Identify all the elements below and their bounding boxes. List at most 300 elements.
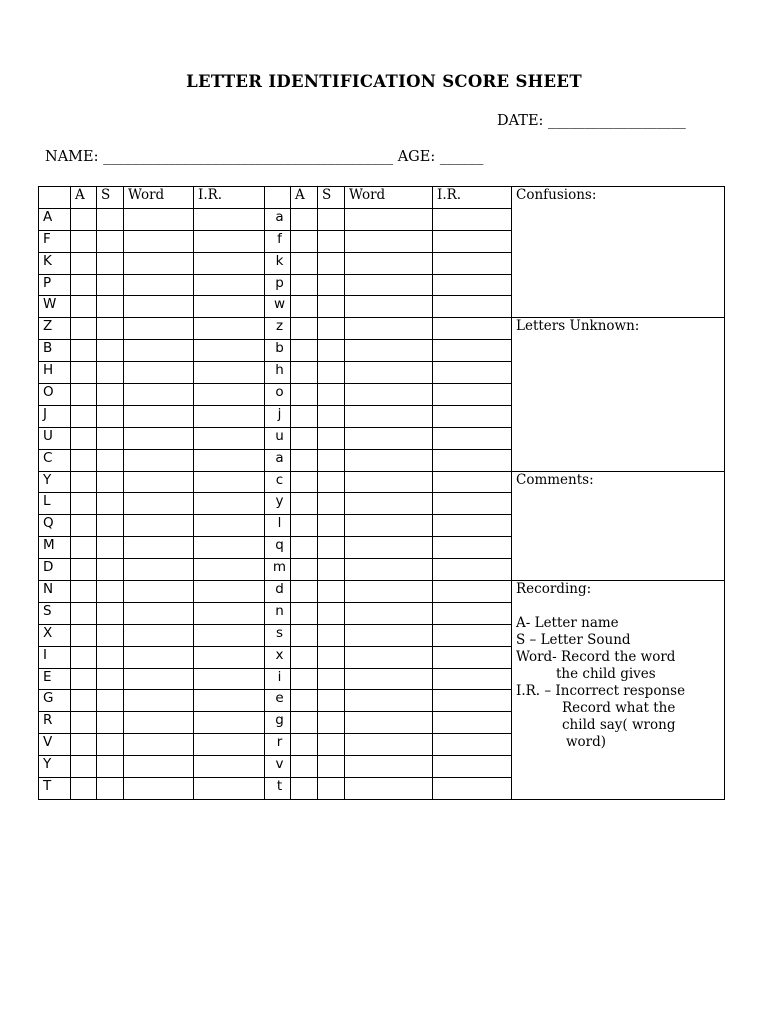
uppercase-letter: E <box>39 668 71 690</box>
score-cell[interactable] <box>124 778 194 800</box>
lowercase-letter: p <box>265 274 291 296</box>
score-cell[interactable] <box>433 778 512 800</box>
lowercase-letter: n <box>265 602 291 624</box>
spacer <box>516 598 724 615</box>
score-cell[interactable] <box>124 427 194 449</box>
score-cell[interactable] <box>124 252 194 274</box>
lowercase-letter: j <box>265 405 291 427</box>
score-cell[interactable] <box>345 318 433 340</box>
comments-box-label: Comments: <box>516 471 594 488</box>
score-cell[interactable] <box>97 384 124 406</box>
lowercase-letter: s <box>265 624 291 646</box>
score-cell[interactable] <box>433 646 512 668</box>
score-cell[interactable] <box>345 493 433 515</box>
score-cell[interactable] <box>124 384 194 406</box>
score-cell[interactable] <box>194 296 265 318</box>
score-cell[interactable] <box>318 274 345 296</box>
uppercase-letter: B <box>39 340 71 362</box>
score-cell[interactable] <box>97 668 124 690</box>
score-cell[interactable] <box>345 405 433 427</box>
recording-line: Word- Record the word <box>516 649 676 666</box>
score-cell[interactable] <box>291 449 318 471</box>
lowercase-letter: t <box>265 778 291 800</box>
score-cell[interactable] <box>318 602 345 624</box>
score-cell[interactable] <box>433 668 512 690</box>
score-cell[interactable] <box>318 559 345 581</box>
score-cell[interactable] <box>318 734 345 756</box>
score-cell[interactable] <box>291 340 318 362</box>
score-table <box>38 186 725 800</box>
score-cell[interactable] <box>433 230 512 252</box>
uppercase-letter: Y <box>39 756 71 778</box>
lowercase-letter: f <box>265 230 291 252</box>
score-cell[interactable] <box>345 712 433 734</box>
score-cell[interactable] <box>71 471 97 493</box>
score-cell[interactable] <box>345 602 433 624</box>
score-cell[interactable] <box>291 515 318 537</box>
score-cell[interactable] <box>124 537 194 559</box>
score-cell[interactable] <box>71 230 97 252</box>
score-cell[interactable] <box>71 559 97 581</box>
score-cell[interactable] <box>318 362 345 384</box>
score-cell[interactable] <box>433 405 512 427</box>
uppercase-letter: P <box>39 274 71 296</box>
uppercase-letter: U <box>39 427 71 449</box>
score-cell[interactable] <box>433 449 512 471</box>
score-cell[interactable] <box>345 296 433 318</box>
page-title: LETTER IDENTIFICATION SCORE SHEET <box>186 72 582 91</box>
score-cell[interactable] <box>291 208 318 230</box>
lowercase-letter: a <box>265 208 291 230</box>
score-cell[interactable] <box>345 208 433 230</box>
score-cell[interactable] <box>291 471 318 493</box>
score-cell[interactable] <box>124 602 194 624</box>
lowercase-letter: m <box>265 559 291 581</box>
score-cell[interactable] <box>97 690 124 712</box>
score-cell[interactable] <box>124 493 194 515</box>
score-cell[interactable] <box>97 756 124 778</box>
score-cell[interactable] <box>97 602 124 624</box>
score-cell[interactable] <box>291 427 318 449</box>
score-cell[interactable] <box>124 296 194 318</box>
score-cell[interactable] <box>194 778 265 800</box>
score-cell[interactable] <box>71 537 97 559</box>
score-cell[interactable] <box>97 449 124 471</box>
score-cell[interactable] <box>97 493 124 515</box>
score-cell[interactable] <box>433 624 512 646</box>
uppercase-letter: N <box>39 581 71 603</box>
score-cell[interactable] <box>97 624 124 646</box>
lowercase-letter: z <box>265 318 291 340</box>
lowercase-letter: w <box>265 296 291 318</box>
lowercase-letter: g <box>265 712 291 734</box>
lowercase-letter: x <box>265 646 291 668</box>
recording-box-label: Recording: <box>516 581 592 598</box>
score-cell[interactable] <box>194 274 265 296</box>
score-cell[interactable] <box>318 493 345 515</box>
score-cell[interactable] <box>318 778 345 800</box>
score-cell[interactable] <box>97 340 124 362</box>
header-row <box>39 187 725 209</box>
score-cell[interactable] <box>97 712 124 734</box>
score-cell[interactable] <box>124 274 194 296</box>
comments-box[interactable] <box>512 471 725 580</box>
score-cell[interactable] <box>291 318 318 340</box>
score-cell[interactable] <box>71 624 97 646</box>
uppercase-letter: S <box>39 602 71 624</box>
score-cell[interactable] <box>291 493 318 515</box>
name-age-field[interactable]: NAME: ________________________________________ AGE: ______ <box>45 149 484 165</box>
score-cell[interactable] <box>124 624 194 646</box>
uppercase-letter: I <box>39 646 71 668</box>
score-cell[interactable] <box>433 559 512 581</box>
lowercase-letter: l <box>265 515 291 537</box>
uppercase-letter: X <box>39 624 71 646</box>
score-cell[interactable] <box>124 449 194 471</box>
score-cell[interactable] <box>194 384 265 406</box>
score-cell[interactable] <box>71 646 97 668</box>
score-cell[interactable] <box>433 252 512 274</box>
score-cell[interactable] <box>71 449 97 471</box>
score-cell[interactable] <box>345 668 433 690</box>
uppercase-letter: T <box>39 778 71 800</box>
score-cell[interactable] <box>194 405 265 427</box>
score-cell[interactable] <box>194 602 265 624</box>
score-cell[interactable] <box>318 756 345 778</box>
score-cell[interactable] <box>194 340 265 362</box>
score-cell[interactable] <box>194 559 265 581</box>
score-cell[interactable] <box>124 756 194 778</box>
header-right-3: Word <box>345 187 433 209</box>
score-cell[interactable] <box>345 230 433 252</box>
lowercase-letter: o <box>265 384 291 406</box>
score-cell[interactable] <box>318 515 345 537</box>
score-cell[interactable] <box>97 734 124 756</box>
uppercase-letter: Q <box>39 515 71 537</box>
score-cell[interactable] <box>433 471 512 493</box>
score-cell[interactable] <box>433 274 512 296</box>
uppercase-letter: M <box>39 537 71 559</box>
header-right-0 <box>265 187 291 209</box>
uppercase-letter: W <box>39 296 71 318</box>
score-cell[interactable] <box>291 734 318 756</box>
score-cell[interactable] <box>97 778 124 800</box>
score-cell[interactable] <box>291 690 318 712</box>
uppercase-letter: Y <box>39 471 71 493</box>
score-cell[interactable] <box>194 362 265 384</box>
score-cell[interactable] <box>433 384 512 406</box>
lowercase-letter: y <box>265 493 291 515</box>
score-cell[interactable] <box>97 405 124 427</box>
lowercase-letter: q <box>265 537 291 559</box>
letters-unknown-box[interactable] <box>512 318 725 471</box>
score-cell[interactable] <box>71 340 97 362</box>
score-cell[interactable] <box>318 581 345 603</box>
score-cell[interactable] <box>318 471 345 493</box>
score-cell[interactable] <box>124 318 194 340</box>
score-cell[interactable] <box>97 252 124 274</box>
score-cell[interactable] <box>433 602 512 624</box>
score-cell[interactable] <box>124 230 194 252</box>
score-cell[interactable] <box>291 230 318 252</box>
uppercase-letter: C <box>39 449 71 471</box>
score-cell[interactable] <box>291 559 318 581</box>
score-cell[interactable] <box>318 252 345 274</box>
score-cell[interactable] <box>124 362 194 384</box>
score-cell[interactable] <box>71 252 97 274</box>
score-cell[interactable] <box>433 362 512 384</box>
score-cell[interactable] <box>318 230 345 252</box>
score-cell[interactable] <box>318 624 345 646</box>
letters-unknown-box-label: Letters Unknown: <box>516 318 640 335</box>
uppercase-letter: Z <box>39 318 71 340</box>
score-cell[interactable] <box>97 646 124 668</box>
score-cell[interactable] <box>345 252 433 274</box>
uppercase-letter: R <box>39 712 71 734</box>
score-cell[interactable] <box>194 471 265 493</box>
score-cell[interactable] <box>194 493 265 515</box>
score-cell[interactable] <box>194 230 265 252</box>
score-cell[interactable] <box>71 602 97 624</box>
score-cell[interactable] <box>318 340 345 362</box>
score-cell[interactable] <box>124 668 194 690</box>
score-cell[interactable] <box>124 471 194 493</box>
score-cell[interactable] <box>71 274 97 296</box>
header-right-4: I.R. <box>433 187 512 209</box>
header-left-2: S <box>97 187 124 209</box>
score-cell[interactable] <box>345 537 433 559</box>
score-cell[interactable] <box>291 602 318 624</box>
score-cell[interactable] <box>291 252 318 274</box>
score-cell[interactable] <box>433 581 512 603</box>
score-cell[interactable] <box>71 515 97 537</box>
table-row <box>39 581 725 603</box>
score-cell[interactable] <box>345 471 433 493</box>
score-cell[interactable] <box>345 690 433 712</box>
lowercase-letter: c <box>265 471 291 493</box>
uppercase-letter: V <box>39 734 71 756</box>
score-cell[interactable] <box>97 537 124 559</box>
uppercase-letter: J <box>39 405 71 427</box>
score-cell[interactable] <box>291 296 318 318</box>
score-cell[interactable] <box>194 646 265 668</box>
score-cell[interactable] <box>318 208 345 230</box>
score-cell[interactable] <box>345 778 433 800</box>
date-field[interactable]: DATE: ___________________ <box>497 113 686 129</box>
recording-line: A- Letter name <box>516 615 619 632</box>
score-cell[interactable] <box>124 405 194 427</box>
score-cell[interactable] <box>124 734 194 756</box>
score-cell[interactable] <box>194 537 265 559</box>
score-cell[interactable] <box>194 208 265 230</box>
score-cell[interactable] <box>318 296 345 318</box>
uppercase-letter: F <box>39 230 71 252</box>
score-cell[interactable] <box>71 734 97 756</box>
score-cell[interactable] <box>345 559 433 581</box>
score-cell[interactable] <box>124 515 194 537</box>
recording-line: word) <box>566 734 607 751</box>
score-cell[interactable] <box>291 668 318 690</box>
score-cell[interactable] <box>291 405 318 427</box>
score-cell[interactable] <box>124 559 194 581</box>
uppercase-letter: H <box>39 362 71 384</box>
score-cell[interactable] <box>97 208 124 230</box>
lowercase-letter: k <box>265 252 291 274</box>
score-cell[interactable] <box>71 405 97 427</box>
score-cell[interactable] <box>71 208 97 230</box>
score-cell[interactable] <box>71 296 97 318</box>
score-cell[interactable] <box>97 559 124 581</box>
recording-line: Record what the <box>562 700 676 717</box>
score-cell[interactable] <box>291 712 318 734</box>
score-cell[interactable] <box>345 581 433 603</box>
score-cell[interactable] <box>97 581 124 603</box>
lowercase-letter: h <box>265 362 291 384</box>
score-cell[interactable] <box>71 756 97 778</box>
score-cell[interactable] <box>71 668 97 690</box>
score-cell[interactable] <box>433 296 512 318</box>
score-cell[interactable] <box>433 537 512 559</box>
score-cell[interactable] <box>97 296 124 318</box>
score-cell[interactable] <box>433 515 512 537</box>
score-cell[interactable] <box>97 427 124 449</box>
score-cell[interactable] <box>433 427 512 449</box>
score-cell[interactable] <box>433 340 512 362</box>
score-cell[interactable] <box>124 712 194 734</box>
score-cell[interactable] <box>345 427 433 449</box>
score-cell[interactable] <box>345 646 433 668</box>
uppercase-letter: L <box>39 493 71 515</box>
uppercase-letter: K <box>39 252 71 274</box>
score-cell[interactable] <box>318 318 345 340</box>
score-cell[interactable] <box>345 734 433 756</box>
score-cell[interactable] <box>194 427 265 449</box>
score-cell[interactable] <box>97 274 124 296</box>
score-cell[interactable] <box>318 537 345 559</box>
score-cell[interactable] <box>71 318 97 340</box>
score-cell[interactable] <box>291 756 318 778</box>
score-cell[interactable] <box>433 734 512 756</box>
score-cell[interactable] <box>194 515 265 537</box>
score-cell[interactable] <box>291 646 318 668</box>
score-cell[interactable] <box>345 274 433 296</box>
score-cell[interactable] <box>71 778 97 800</box>
score-cell[interactable] <box>345 756 433 778</box>
header-left-1: A <box>71 187 97 209</box>
recording-line: S – Letter Sound <box>516 632 631 649</box>
lowercase-letter: a <box>265 449 291 471</box>
score-cell[interactable] <box>291 274 318 296</box>
score-cell[interactable] <box>194 690 265 712</box>
score-cell[interactable] <box>124 690 194 712</box>
score-cell[interactable] <box>194 756 265 778</box>
score-cell[interactable] <box>433 712 512 734</box>
score-cell[interactable] <box>71 427 97 449</box>
score-cell[interactable] <box>194 712 265 734</box>
score-cell[interactable] <box>194 734 265 756</box>
header-left-0 <box>39 187 71 209</box>
recording-line: I.R. – Incorrect response <box>516 683 686 700</box>
score-cell[interactable] <box>71 581 97 603</box>
score-cell[interactable] <box>345 340 433 362</box>
score-cell[interactable] <box>291 624 318 646</box>
score-cell[interactable] <box>194 668 265 690</box>
score-cell[interactable] <box>433 208 512 230</box>
score-cell[interactable] <box>194 318 265 340</box>
score-cell[interactable] <box>318 449 345 471</box>
score-cell[interactable] <box>97 318 124 340</box>
score-cell[interactable] <box>124 208 194 230</box>
score-cell[interactable] <box>345 515 433 537</box>
score-cell[interactable] <box>318 384 345 406</box>
score-cell[interactable] <box>194 581 265 603</box>
lowercase-letter: e <box>265 690 291 712</box>
header-right-2: S <box>318 187 345 209</box>
score-cell[interactable] <box>318 646 345 668</box>
score-cell[interactable] <box>318 427 345 449</box>
score-cell[interactable] <box>194 449 265 471</box>
score-cell[interactable] <box>97 362 124 384</box>
confusions-box[interactable]: Confusions: <box>512 187 725 318</box>
score-cell[interactable] <box>291 581 318 603</box>
score-cell[interactable] <box>318 712 345 734</box>
score-cell[interactable] <box>194 252 265 274</box>
score-cell[interactable] <box>291 778 318 800</box>
recording-box[interactable] <box>512 581 725 800</box>
score-cell[interactable] <box>71 712 97 734</box>
score-cell[interactable] <box>433 690 512 712</box>
score-cell[interactable] <box>433 493 512 515</box>
lowercase-letter: i <box>265 668 291 690</box>
score-cell[interactable] <box>194 624 265 646</box>
header-right-1: A <box>291 187 318 209</box>
uppercase-letter: A <box>39 208 71 230</box>
score-cell[interactable] <box>291 384 318 406</box>
score-cell[interactable] <box>71 384 97 406</box>
score-cell[interactable] <box>345 362 433 384</box>
score-cell[interactable] <box>97 515 124 537</box>
recording-line: child say( wrong <box>562 717 676 734</box>
header-left-4: I.R. <box>194 187 265 209</box>
uppercase-letter: D <box>39 559 71 581</box>
table-row <box>39 318 725 340</box>
score-cell[interactable] <box>433 318 512 340</box>
score-cell[interactable] <box>318 690 345 712</box>
score-cell[interactable] <box>124 581 194 603</box>
uppercase-letter: G <box>39 690 71 712</box>
score-cell[interactable] <box>318 668 345 690</box>
score-cell[interactable] <box>124 340 194 362</box>
header-left-3: Word <box>124 187 194 209</box>
lowercase-letter: d <box>265 581 291 603</box>
score-cell[interactable] <box>291 537 318 559</box>
recording-line: the child gives <box>556 666 656 683</box>
score-cell[interactable] <box>124 646 194 668</box>
score-cell[interactable] <box>291 362 318 384</box>
score-cell[interactable] <box>71 362 97 384</box>
table-row <box>39 471 725 493</box>
score-cell[interactable] <box>433 756 512 778</box>
score-cell[interactable] <box>97 471 124 493</box>
score-cell[interactable] <box>345 449 433 471</box>
score-cell[interactable] <box>345 624 433 646</box>
score-cell[interactable] <box>97 230 124 252</box>
score-cell[interactable] <box>71 493 97 515</box>
score-cell[interactable] <box>345 384 433 406</box>
lowercase-letter: v <box>265 756 291 778</box>
score-cell[interactable] <box>318 405 345 427</box>
score-cell[interactable] <box>71 690 97 712</box>
